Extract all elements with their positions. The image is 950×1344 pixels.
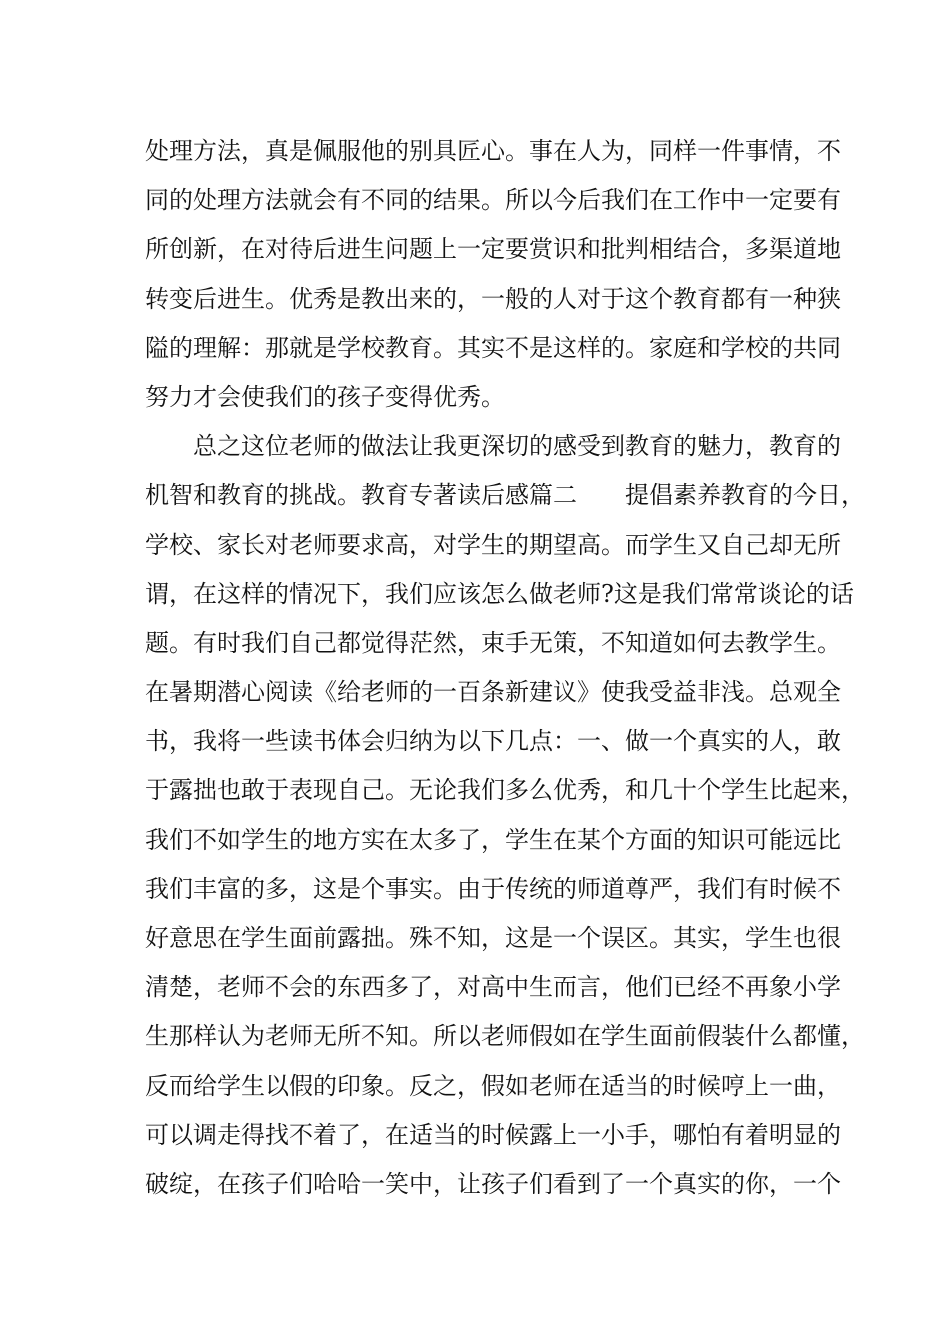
text-line: 破绽，在孩子们哈哈一笑中，让孩子们看到了一个真实的你，一个 — [145, 1169, 841, 1198]
text-line: 生那样认为老师无所不知。所以老师假如在学生面前假装什么都懂， — [145, 1022, 865, 1051]
text-line: 处理方法，真是佩服他的别具匠心。事在人为，同样一件事情，不 — [145, 137, 841, 165]
text-line: 总之这位老师的做法让我更深切的感受到教育的魅力，教育的 — [193, 432, 841, 461]
body-text — [145, 127, 865, 1209]
text-line: 在暑期潜心阅读《给老师的一百条新建议》使我受益非浅。总观全 — [145, 678, 841, 707]
text-line: 反而给学生以假的印象。反之，假如老师在适当的时候哼上一曲， — [145, 1071, 841, 1100]
text-line: 机智和教育的挑战。教育专著读后感篇二 提倡素养教育的今日， — [145, 481, 865, 510]
text-line: 好意思在学生面前露拙。殊不知，这是一个误区。其实，学生也很 — [145, 924, 841, 952]
text-line: 书，我将一些读书体会归纳为以下几点：一、做一个真实的人，敢 — [145, 727, 841, 756]
text-line: 隘的理解：那就是学校教育。其实不是这样的。家庭和学校的共同 — [145, 333, 841, 362]
text-line: 转变后进生。优秀是教出来的，一般的人对于这个教育都有一种狭 — [145, 284, 841, 313]
text-line: 同的处理方法就会有不同的结果。所以今后我们在工作中一定要有 — [145, 186, 841, 215]
text-line: 学校、家长对老师要求高，对学生的期望高。而学生又自己却无所 — [145, 530, 841, 559]
text-line: 清楚，老师不会的东西多了，对高中生而言，他们已经不再象小学 — [145, 973, 841, 1002]
text-line: 所创新，在对待后进生问题上一定要赏识和批判相结合，多渠道地 — [145, 235, 841, 264]
text-line: 可以调走得找不着了，在适当的时候露上一小手，哪怕有着明显的 — [145, 1120, 841, 1149]
text-line: 于露拙也敢于表现自己。无论我们多么优秀，和几十个学生比起来， — [145, 776, 865, 805]
text-line: 题。有时我们自己都觉得茫然，束手无策，不知道如何去教学生。 — [145, 628, 841, 657]
text-line: 我们不如学生的地方实在太多了，学生在某个方面的知识可能远比 — [145, 825, 841, 854]
text-line: 谓，在这样的情况下，我们应该怎么做老师?这是我们常常谈论的话 — [145, 579, 854, 608]
text-line: 努力才会使我们的孩子变得优秀。 — [145, 382, 505, 411]
text-line: 我们丰富的多，这是个事实。由于传统的师道尊严，我们有时候不 — [145, 874, 841, 903]
